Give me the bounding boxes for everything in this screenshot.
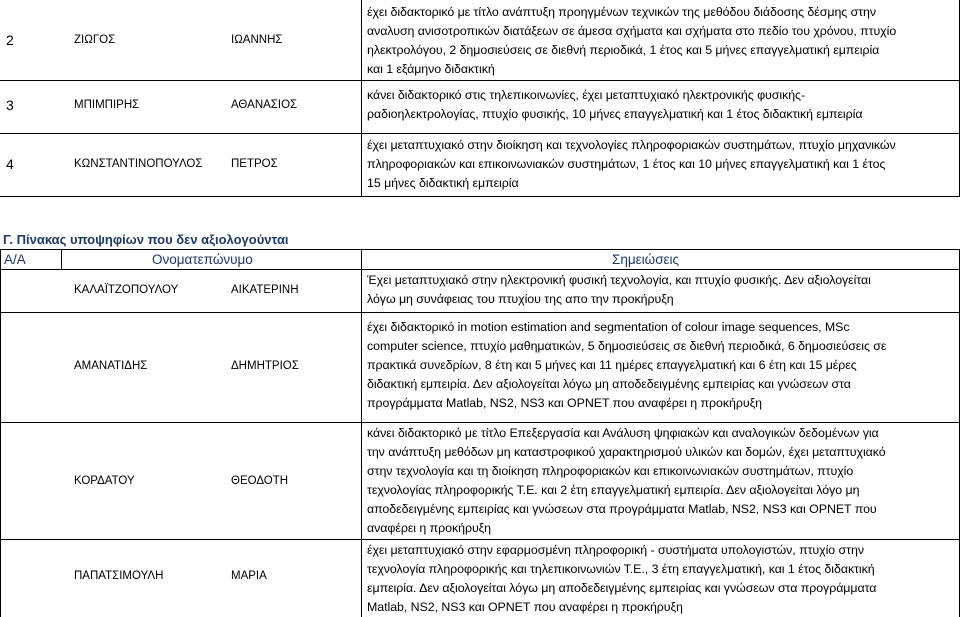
notes-line: και 1 εξάμηνο διδακτική [367,62,495,76]
notes-cell [367,424,886,538]
notes-line: κάνει διδακτορικό στις τηλεπικοινωνίες, έχει μεταπτυχιακό ηλεκτρονικής φυσικής- [367,88,806,102]
first-name: ΘΕΟΔΟΤΗ [231,475,289,487]
surname: ΚΑΛΑΪΤΖΟΠΟΥΛΟΥ [74,284,179,296]
notes-line: αποδεδειγμένης εμπειρίας και γνώσεων στα προγράμματα Matlab, NS2, NS3 και OPNET που [367,502,877,516]
column-border [61,249,62,270]
notes-line: έχει διδακτορικό in motion estimation and segmentation of colour image sequences, MSc [367,320,850,334]
first-name: ΙΩΑΝΝΗΣ [231,34,283,46]
notes-line: τεχνολογία πληροφορικής και τηλεπικοινωνιών Τ.Ε., 3 έτη επαγγελματική, και 1 έτος διδακτική [367,562,875,576]
notes-cell [367,86,862,124]
first-name: ΔΗΜΗΤΡΙΟΣ [231,360,299,372]
row-number: 4 [6,156,14,172]
first-name: ΑΙΚΑΤΕΡΙΝΗ [231,284,299,296]
column-border [0,249,1,617]
notes-line: κάνει διδακτορικό με τίτλο Επεξεργασία και Ανάλυση ψηφιακών και αναλογικών δεδομένων για [367,426,879,440]
row-border [0,133,960,134]
notes-line: διδακτική εμπειρία. Δεν αξιολογείται λόγω μη αποδεδειγμένης εμπειρίας και γνώσεων στα [367,377,851,391]
notes-line: στην τεχνολογία και τη διοίκηση πληροφοριακών και επικοινωνιακών συστημάτων, πτυχίο [367,464,854,478]
notes-line: έχει μεταπτυχιακό στην εφαρμοσμένη πληροφορική - συστήματα υπολογιστών, πτυχίο στην [367,543,864,557]
row-number: 2 [6,32,14,48]
row-border [0,196,960,197]
notes-cell [367,136,896,193]
notes-cell [367,541,876,617]
row-number: 3 [6,97,14,113]
notes-line: λόγω μη συνάφειας του πτυχίου της απο την προκήρυξη [367,292,674,306]
notes-line: ραδιοηλεκτρολογίας, πτυχίο φυσικής, 10 μήνες επαγγελματική και 1 έτος διδακτική εμπειρία [367,107,863,121]
notes-line: τεχνολογίας πληροφορικής Τ.Ε. και 2 έτη επαγγελματική εμπειρία. Δεν αξιολογείται λόγο μη [367,483,860,497]
notes-line: πληροφοριακών και επικοινωνιακών συστημάτων, 1 έτος και 10 μήνες επαγγελματική και 1 έτος [367,157,886,171]
header-name: Ονοματεπώνυμο [152,252,253,267]
surname: ΚΟΡΔΑΤΟΥ [74,475,135,487]
section-title: Γ. Πίνακας υποψηφίων που δεν αξιολογούνται [3,232,289,247]
row-border [0,422,960,423]
header-aa: Α/Α [4,252,26,267]
notes-line: αναλυση ανισοτροπικών διατάξεων σε άμεσα σχήματα και σχήματα στο πεδίο του χρόνου, πτυχίο [367,24,897,38]
column-border [361,249,362,617]
notes-line: Έχει μεταπτυχιακό στην ηλεκτρονική φυσική τεχνολογία, και πτυχίο φυσικής. Δεν αξιολογείται [367,273,871,287]
notes-line: την ανάπτυξη μεθόδων μη καταστροφικού χαρακτηρισμού υλικών και δομών, έχει μεταπτυχιακό [367,445,886,459]
notes-line: computer science, πτυχίο μαθηματικών, 5 δημοσιεύσεις σε διεθνή περιοδικά, 6 δημοσιεύσεις σε [367,339,887,353]
row-border [0,312,960,313]
notes-cell [367,3,896,79]
header-notes: Σημειώσεις [612,252,680,267]
notes-line: πρακτικά συνεδρίων, 8 έτη και 5 μήνες και 11 ημέρες επαγγελματική και 6 έτη και 15 μέρες [367,358,857,372]
surname: ΑΜΑΝΑΤΙΔΗΣ [74,360,148,372]
notes-line: εμπειρία. Δεν αξιολογείται λόγω μη αποδεδειγμένης εμπειρίας και γνώσεων στα προγράμματα [367,581,877,595]
header-border-bottom [0,269,960,270]
notes-line: 15 μήνες διδακτική εμπειρία [367,176,519,190]
first-name: ΜΑΡΙΑ [231,570,267,582]
notes-line: ηλεκτρολόγου, 2 δημοσιεύσεις σε διεθνή περιοδικά, 1 έτος και 5 μήνες επαγγελματική εμπειρία [367,43,880,57]
notes-line: Matlab, NS2, NS3 και OPNET που αναφέρει η προκήρυξη [367,600,683,614]
notes-line: προγράμματα Matlab, NS2, NS3 και OPNET που αναφέρει η προκήρυξη [367,396,762,410]
surname: ΜΠΙΜΠΙΡΗΣ [74,99,140,111]
column-border [361,0,362,197]
surname: ΚΩΝΣΤΑΝΤΙΝΟΠΟΥΛΟΣ [74,158,203,170]
notes-cell [367,271,871,309]
notes-line: έχει διδακτορικό με τίτλο ανάπτυξη προηγμένων τεχνικών της μεθόδου διάδοσης δέσμης στην [367,5,877,19]
row-border [0,80,960,81]
notes-line: αναφέρει η προκήρυξη [367,521,492,535]
header-border-top [0,249,960,250]
first-name: ΑΘΑΝΑΣΙΟΣ [231,99,298,111]
row-border [0,539,960,540]
surname: ΠΑΠΑΤΣΙΜΟΥΛΗ [74,570,164,582]
surname: ΖΙΩΓΟΣ [74,34,116,46]
notes-cell [367,318,886,413]
notes-line: έχει μεταπτυχιακό στην διοίκηση και τεχνολογίες πληροφοριακών συστημάτων, πτυχίο μηχανικών [367,138,896,152]
first-name: ΠΕΤΡΟΣ [231,158,278,170]
